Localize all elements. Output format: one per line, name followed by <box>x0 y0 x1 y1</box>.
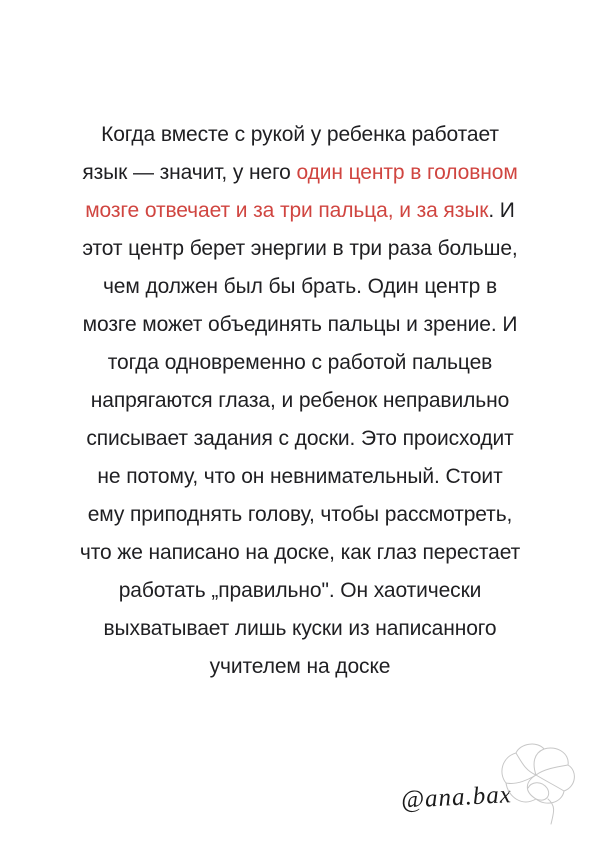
text-segment: списывает задания с доски. Это происходит <box>86 427 514 450</box>
text-segment: один центр в головном <box>296 161 518 184</box>
text-line <box>0 344 600 382</box>
text-line <box>0 648 600 686</box>
text-segment: выхватывает лишь куски из написанного <box>103 617 497 640</box>
text-segment: мозге отвечает и за три пальца, и за язык <box>85 199 489 222</box>
text-line <box>0 420 600 458</box>
peony-flower-sketch-icon <box>492 741 584 825</box>
text-line <box>0 116 600 154</box>
text-segment: не потому, что он невнимательный. Стоит <box>97 465 503 488</box>
text-segment: этот центр берет энергии в три раза больше, <box>82 237 518 260</box>
text-line <box>0 382 600 420</box>
text-segment: напрягаются глаза, и ребенок неправильно <box>90 389 510 412</box>
text-segment: . И <box>488 199 515 222</box>
text-line <box>0 154 600 192</box>
text-segment: работать „правильно". Он хаотически <box>118 579 482 602</box>
text-line <box>0 230 600 268</box>
body-text <box>0 116 600 686</box>
text-line <box>0 572 600 610</box>
text-segment: язык — значит, у него <box>82 161 297 184</box>
text-segment: что же написано на доске, как глаз перестает <box>79 541 521 564</box>
text-line <box>0 306 600 344</box>
text-line <box>0 458 600 496</box>
text-line <box>0 268 600 306</box>
author-handle: @ana.bax <box>400 781 513 814</box>
text-line <box>0 192 600 230</box>
text-line <box>0 610 600 648</box>
text-segment: чем должен был бы брать. Один центр в <box>102 275 498 298</box>
text-line <box>0 534 600 572</box>
text-line <box>0 496 600 534</box>
text-segment: ему приподнять голову, чтобы рассмотреть, <box>87 503 513 526</box>
text-segment: учителем на доске <box>209 655 391 678</box>
text-segment: мозге может объединять пальцы и зрение. И <box>82 313 518 336</box>
text-segment: Когда вместе с рукой у ребенка работает <box>101 123 499 146</box>
text-segment: тогда одновременно с работой пальцев <box>107 351 493 374</box>
